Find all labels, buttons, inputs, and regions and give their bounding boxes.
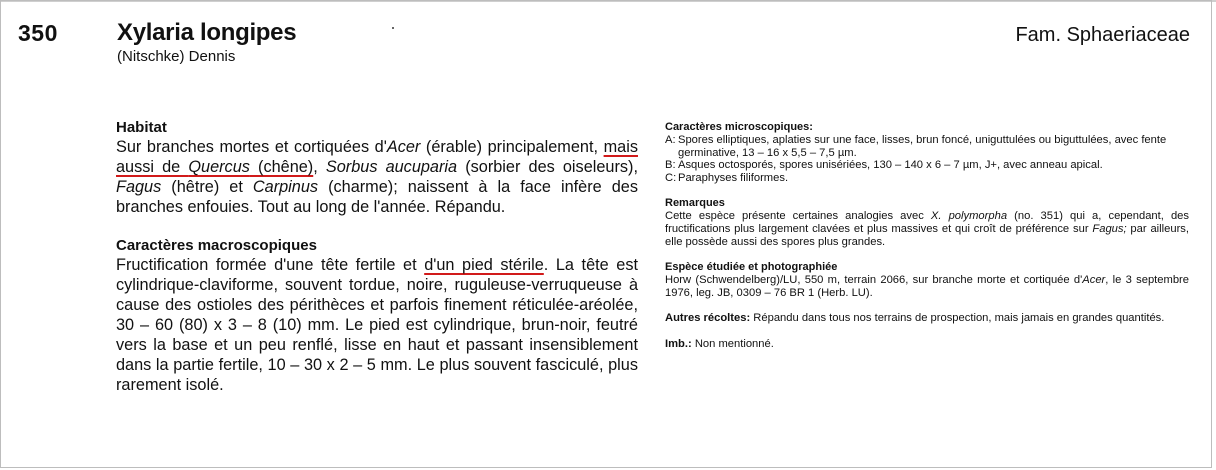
habitat-text bbox=[116, 137, 638, 217]
micro-heading: Caractères microscopiques: bbox=[665, 121, 813, 133]
highlight-text: (chêne) bbox=[249, 158, 314, 176]
espece-section bbox=[665, 261, 1189, 299]
habitat-text-part: (hêtre) et bbox=[161, 178, 253, 196]
autres-label: Autres récoltes: bbox=[665, 312, 751, 325]
micro-item-text: Paraphyses filiformes. bbox=[678, 171, 789, 184]
habitat-text-part: Sur branches mortes et cortiquées d' bbox=[116, 138, 387, 156]
micro-section bbox=[665, 121, 1189, 184]
espece-text-part: , le 3 septembre 1976, leg. JB, 0309 – 76 BR 1 (Herb. LU). bbox=[665, 274, 1189, 299]
autres-text bbox=[665, 312, 1189, 325]
species-x-polymorpha: X. polymorpha bbox=[930, 210, 1008, 223]
micro-item-letter: A: bbox=[665, 134, 676, 146]
habitat-text-part: (érable) principalement, bbox=[420, 138, 604, 156]
genus-acer: Acer bbox=[386, 138, 421, 156]
espece-text bbox=[665, 274, 1189, 299]
remarques-text-part: par ailleurs, elle possède aussi des spores plus grandes. bbox=[665, 222, 1189, 248]
species-author: (Nitschke) Dennis bbox=[117, 48, 236, 65]
genus-quercus: Quercus bbox=[188, 158, 250, 176]
habitat-text-part: (sorbier des oiseleurs), bbox=[457, 158, 638, 176]
remarques-section bbox=[665, 197, 1189, 248]
micro-item bbox=[665, 134, 1189, 159]
imb-value: Non mentionné. bbox=[691, 337, 774, 350]
macro-text bbox=[116, 255, 638, 395]
habitat-heading: Habitat bbox=[116, 119, 167, 136]
habitat-text-part: , bbox=[313, 158, 326, 176]
macro-text-part: Fructification formée d'une tête fertile et bbox=[116, 256, 425, 274]
remarques-text-part: Cette espèce présente certaines analogies avec bbox=[665, 210, 931, 223]
genus-carpinus: Carpinus bbox=[252, 178, 319, 196]
macro-heading: Caractères macroscopiques bbox=[116, 237, 317, 254]
remarques-text bbox=[665, 210, 1189, 248]
imb-text bbox=[665, 338, 1189, 351]
highlight-text: mais aussi de bbox=[116, 138, 638, 176]
autres-value: Répandu dans tous nos terrains de prospection, mais jamais en grandes quantités. bbox=[750, 312, 1165, 325]
imb-section bbox=[665, 338, 1189, 351]
genus-fagus: Fagus; bbox=[1092, 222, 1127, 235]
right-column bbox=[665, 121, 1189, 364]
species-sorbus: Sorbus aucuparia bbox=[325, 158, 458, 176]
highlight-pied-sterile: d'un pied stérile bbox=[424, 256, 544, 274]
micro-item-letter: B: bbox=[665, 159, 676, 172]
macro-text-part: . La tête est cylindrique-claviforme, souvent tordue, noire, ruguleuse-verruqueuse à cause des ostioles des périthèces et parfois finement réticulée-aréolée, 30 – 60 (80) x 3 – 8 (10) mm. Le pied est cylindrique, brun-noir, feutré vers la base et un peu renflé, lisse en haut et passant insensiblement dans la partie fertile, 10 – 30 x 2 – 5 mm. Le plus souvent fasciculé, plus rarement isolé. bbox=[116, 256, 638, 394]
micro-item-text: Spores elliptiques, aplaties sur une face, lisses, brun foncé, uniguttulées ou biguttulées, avec fente germinative, 13 – 16 x 5,5 – 7,5 µm. bbox=[678, 134, 1167, 159]
autres-section bbox=[665, 312, 1189, 325]
genus-acer: Acer bbox=[1082, 274, 1106, 287]
genus-fagus: Fagus bbox=[116, 178, 162, 196]
imb-label: Imb.: bbox=[665, 337, 692, 350]
espece-heading: Espèce étudiée et photographiée bbox=[665, 261, 838, 274]
family-name: Fam. Sphaeriaceae bbox=[1015, 24, 1190, 46]
micro-item-text: Asques octosporés, spores unisériées, 130 – 140 x 6 – 7 µm, J+, avec anneau apical. bbox=[678, 159, 1103, 172]
habitat-text-part: (charme); naissent à la face infère des branches enfouies. Tout au long de l'année. Répandu. bbox=[116, 178, 638, 216]
micro-item-letter: C: bbox=[665, 171, 677, 184]
species-title: Xylaria longipes bbox=[117, 19, 297, 46]
left-column bbox=[116, 118, 638, 395]
micro-item bbox=[665, 172, 1189, 185]
scan-speck bbox=[392, 27, 394, 29]
micro-list bbox=[665, 134, 1189, 184]
species-number: 350 bbox=[18, 20, 58, 46]
micro-item bbox=[665, 159, 1189, 172]
remarques-heading: Remarques bbox=[665, 197, 725, 210]
espece-text-part: Horw (Schwendelberg)/LU, 550 m, terrain 2066, sur branche morte et cortiquée d' bbox=[665, 274, 1083, 287]
remarques-text-part: (no. 351) qui a, cependant, des fructifications plus largement clavées et plus massives et qui croît de préférence sur bbox=[665, 210, 1189, 235]
